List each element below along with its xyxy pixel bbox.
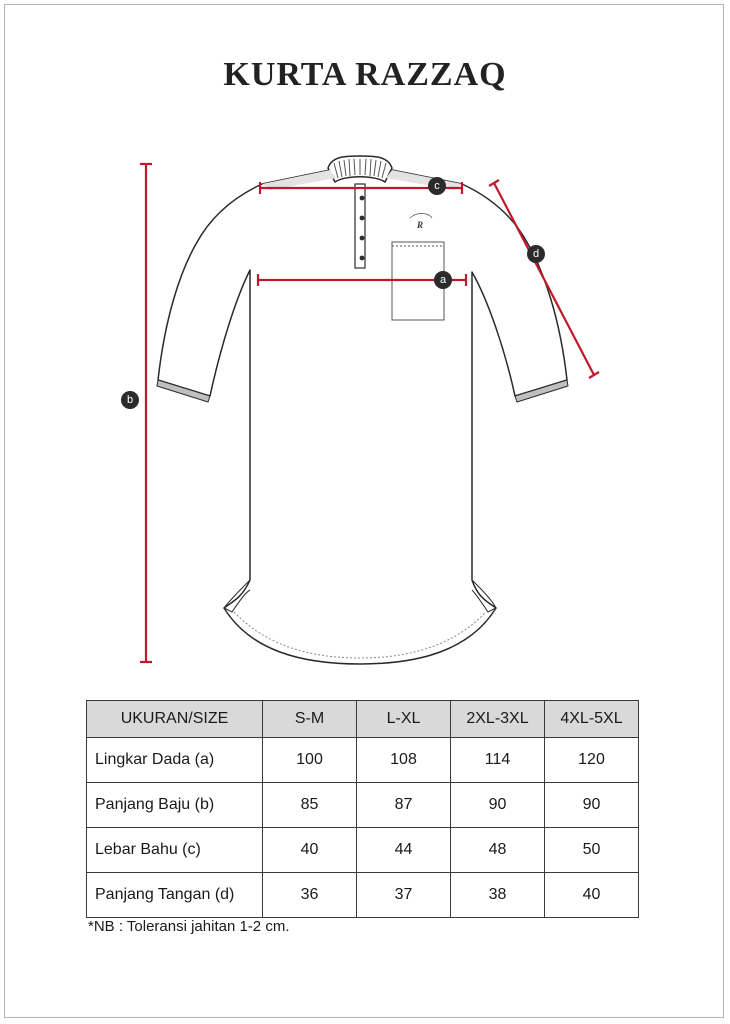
button-1 — [360, 196, 364, 200]
logo-letter: R — [416, 220, 424, 230]
marker-c — [428, 177, 446, 195]
logo-emblem — [410, 214, 432, 231]
header-s-m: S-M — [263, 701, 357, 738]
table-cell: 108 — [357, 738, 451, 783]
table-cell: 120 — [545, 738, 639, 783]
button-4 — [360, 256, 364, 260]
right-cuff — [515, 380, 568, 402]
marker-a — [434, 271, 452, 289]
row-label: Panjang Tangan (d) — [87, 873, 263, 918]
size-table — [86, 700, 639, 918]
left-cuff — [157, 380, 210, 402]
table-row — [87, 783, 639, 828]
marker-d — [527, 245, 545, 263]
row-label: Lebar Bahu (c) — [87, 828, 263, 873]
table-cell: 48 — [451, 828, 545, 873]
table-cell: 100 — [263, 738, 357, 783]
garment-body-outline — [158, 170, 567, 664]
header-4xl-5xl: 4XL-5XL — [545, 701, 639, 738]
table-cell: 36 — [263, 873, 357, 918]
table-cell: 50 — [545, 828, 639, 873]
placket — [355, 184, 365, 268]
sleeve-cuffs — [157, 380, 568, 402]
header-l-xl: L-XL — [357, 701, 451, 738]
kurta-outline — [158, 156, 567, 664]
table-row — [87, 738, 639, 783]
tolerance-note: *NB : Toleransi jahitan 1-2 cm. — [88, 918, 290, 935]
table-cell: 85 — [263, 783, 357, 828]
row-label: Lingkar Dada (a) — [87, 738, 263, 783]
table-row — [87, 828, 639, 873]
row-label: Panjang Baju (b) — [87, 783, 263, 828]
table-cell: 40 — [545, 873, 639, 918]
hem-detail — [224, 580, 496, 658]
table-header-row — [87, 701, 639, 738]
measure-line-d — [494, 183, 594, 375]
table-row — [87, 873, 639, 918]
measure-markers — [121, 177, 545, 409]
table-cell: 44 — [357, 828, 451, 873]
table-cell: 90 — [451, 783, 545, 828]
table-cell: 37 — [357, 873, 451, 918]
table-cell: 40 — [263, 828, 357, 873]
page-title: KURTA RAZZAQ — [223, 56, 507, 93]
svg-text:b: b — [126, 394, 134, 406]
table-cell: 38 — [451, 873, 545, 918]
button-3 — [360, 236, 364, 240]
svg-text:d: d — [532, 248, 540, 260]
header-2xl-3xl: 2XL-3XL — [451, 701, 545, 738]
table-cell: 87 — [357, 783, 451, 828]
svg-text:c: c — [434, 180, 440, 192]
table-cell: 90 — [545, 783, 639, 828]
button-2 — [360, 216, 364, 220]
measurement-lines — [140, 164, 599, 662]
marker-b — [121, 391, 139, 409]
svg-text:a: a — [439, 274, 447, 286]
header-size: UKURAN/SIZE — [87, 701, 263, 738]
table-cell: 114 — [451, 738, 545, 783]
